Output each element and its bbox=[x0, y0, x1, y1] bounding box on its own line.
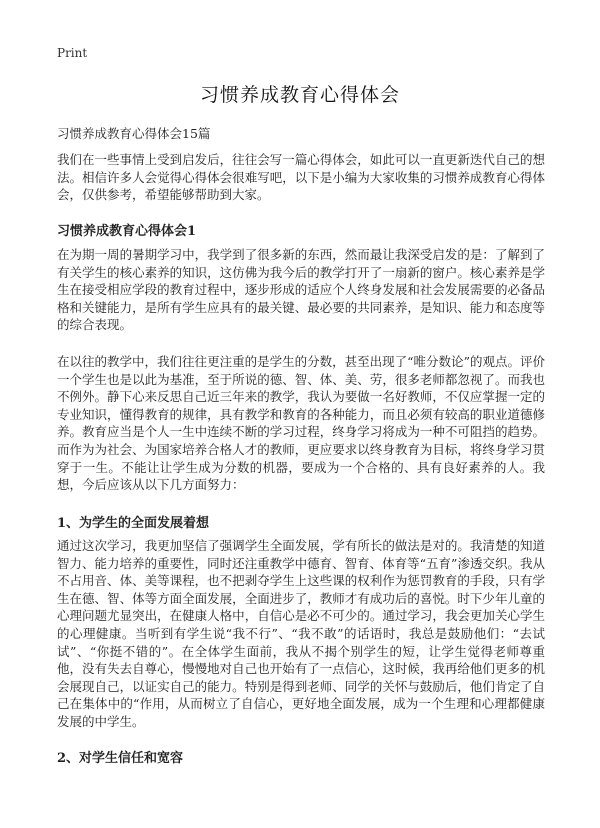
section-title: 习惯养成教育心得体会1 bbox=[57, 224, 197, 239]
print-link[interactable]: Print bbox=[57, 46, 88, 60]
document-subtitle: 习惯养成教育心得体会15篇 bbox=[57, 126, 211, 141]
subheading-1: 1、为学生的全面发展着想 bbox=[57, 516, 210, 531]
paragraph-3: 通过这次学习，我更加坚信了强调学生全面发展，学有所长的做法是对的。我清楚的知道智力、能力培养的重要性，同时还注重教学中德育、智育、体育等“五育”渗透交织。我从不占用音、体、美等课程，也不把剥夺学生上这些课的权利作为惩罚教育的手段，只有学生在德、智、体等方面全面发展，全面进步了，教师才有成功后的喜悦。时下少年儿童的心理问题尤显突出，在健康人格中，自信心是必不可少的。通过学习，我会更加关心学生的心理健康。当听到有学生说“我不行”、“我不敢”的话语时，我总是鼓励他们：“去试试”、“你挺不错的”。在全体学生面前，我从不揭个别学生的短，让学生觉得老师尊重他，没有失去自尊心，慢慢地对自己也开始有了一点信心，这时候，我再给他们更多的机会展现自己，以证实自己的能力。特别是得到老师、同学的关怀与鼓励后，他们肯定了自己在集体中的“作用，从而树立了自信心，更好地全面发展，成为一个生理和心理都健康发展的中学生。 bbox=[57, 538, 545, 729]
intro-paragraph: 我们在一些事情上受到启发后，往往会写一篇心得体会，如此可以一直更新迭代自己的想法。相信许多人会觉得心得体会很难写吧，以下是小编为大家收集的习惯养成教育心得体会，仅供参考，希望能够帮助到大家。 bbox=[57, 152, 545, 203]
subheading-2: 2、对学生信任和宽容 bbox=[57, 751, 184, 766]
page-title: 习惯养成教育心得体会 bbox=[199, 84, 400, 106]
paragraph-1: 在为期一周的暑期学习中，我学到了很多新的东西，然而最让我深受启发的是：了解到了有关学生的核心素养的知识，这仿佛为我今后的教学打开了一扇新的窗户。核心素养是学生在接受相应学段的教育过程中，逐步形成的适应个人终身发展和社会发展需要的必备品格和关键能力，是所有学生应具有的最关键、最必要的共同素养，是知识、能力和态度等的综合表现。 bbox=[57, 247, 545, 333]
paragraph-2: 在以往的教学中，我们往往更注重的是学生的分数，甚至出现了“唯分数论”的观点。评价一个学生也是以此为基准，至于所说的德、智、体、美、劳，很多老师都忽视了。而我也不例外。静下心来反思自己近三年来的教学，我认为要做一名好教师，不仅应掌握一定的专业知识，懂得教育的规律，具有教学和教育的各种能力，而且必须有较高的职业道德修养。教育应当是个人一生中连续不断的学习过程，终身学习将成为一种不可阻挡的趋势。而作为为社会、为国家培养合格人才的教师，更应要求以终身教育为目标，将终身学习贯穿于一生。不能让让学生成为分数的机器，要成为一个合格的、具有良好素养的人。我想，今后应该从以下几方面努力： bbox=[57, 354, 545, 493]
